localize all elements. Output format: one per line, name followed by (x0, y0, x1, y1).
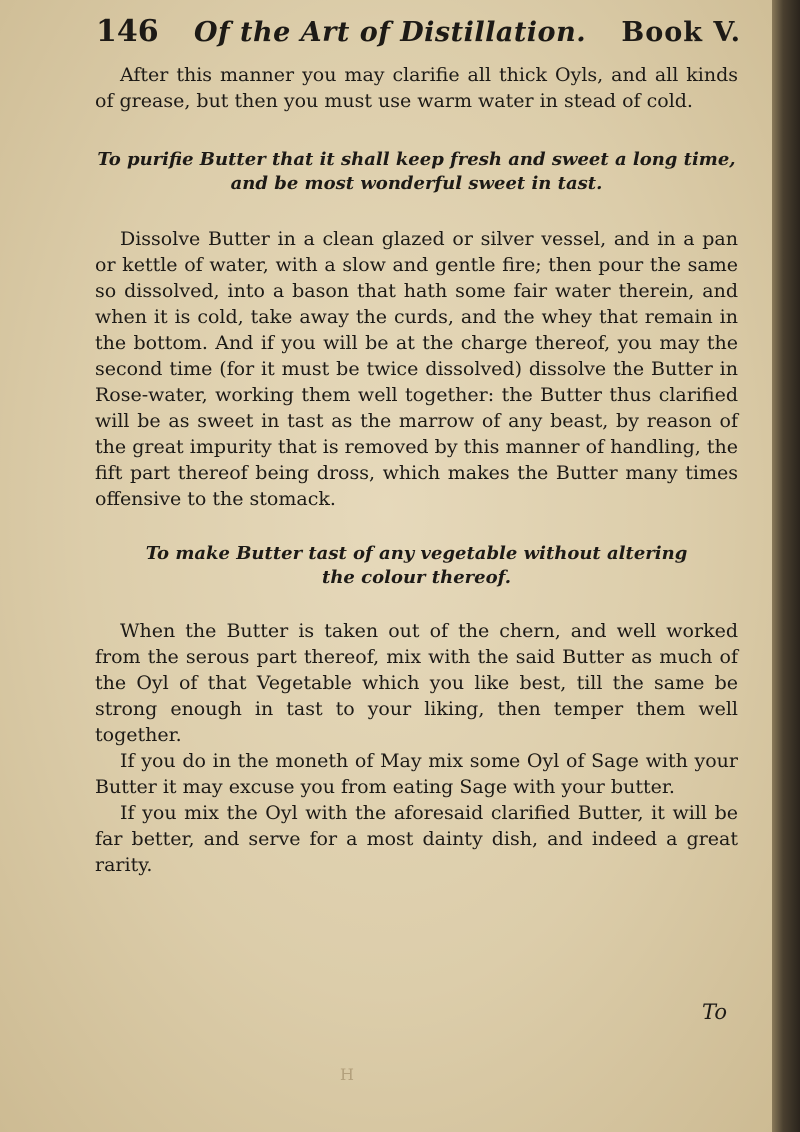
clarified-butter-paragraph: If you mix the Oyl with the aforesaid clarified Butter, it will be far better, and serve for a most dainty dish, and indeed a great rarity. (95, 802, 738, 876)
heading-line: To make Butter tast of any vegetable without altering (145, 543, 688, 564)
running-title: Of the Art of Distillation. (193, 17, 587, 48)
section-heading-purifie-butter (95, 148, 738, 196)
page-number: 146 (96, 14, 159, 49)
book-label: Book V. (621, 17, 741, 48)
sage-paragraph: If you do in the moneth of May mix some Oyl of Sage with your Butter it may excuse you from eating Sage with your butter. (95, 750, 738, 798)
tast-butter-paragraph: When the Butter is taken out of the chern, and well worked from the serous part thereof, mix with the said Butter as much of the Oyl of that Vegetable which you like best, till the same be strong enough in tast to your liking, then temper them well together. (95, 620, 738, 746)
signature-mark: H (340, 1065, 354, 1084)
intro-paragraph: After this manner you may clarifie all thick Oyls, and all kinds of grease, but then you must use warm water in stead of cold. (95, 64, 738, 112)
purifie-butter-paragraph: Dissolve Butter in a clean glazed or silver vessel, and in a pan or kettle of water, with a slow and gentle fire; then pour the same so dissolved, into a bason that hath some fair water therein, and when it is cold, take away the curds, and the whey that remain in the bottom. And if you will be at the charge thereof, you may the second time (for it must be twice dissolved) dissolve the Butter in Rose-water, working them well together: the Butter thus clarified will be as sweet in tast as the marrow of any beast, by reason of the great impurity that is removed by this manner of handling, the fift part thereof being dross, which makes the Butter many times offensive to the stomack. (95, 228, 738, 510)
catchword: To (702, 1000, 728, 1024)
heading-line: To purifie Butter that it shall keep fresh and sweet a long time, (97, 149, 736, 170)
body-text (95, 62, 738, 878)
heading-line: the colour thereof. (322, 567, 511, 588)
section-heading-tast-butter (95, 542, 738, 590)
running-head (96, 14, 741, 62)
page-edge (772, 0, 800, 1132)
heading-line: and be most wonderful sweet in tast. (230, 173, 603, 194)
